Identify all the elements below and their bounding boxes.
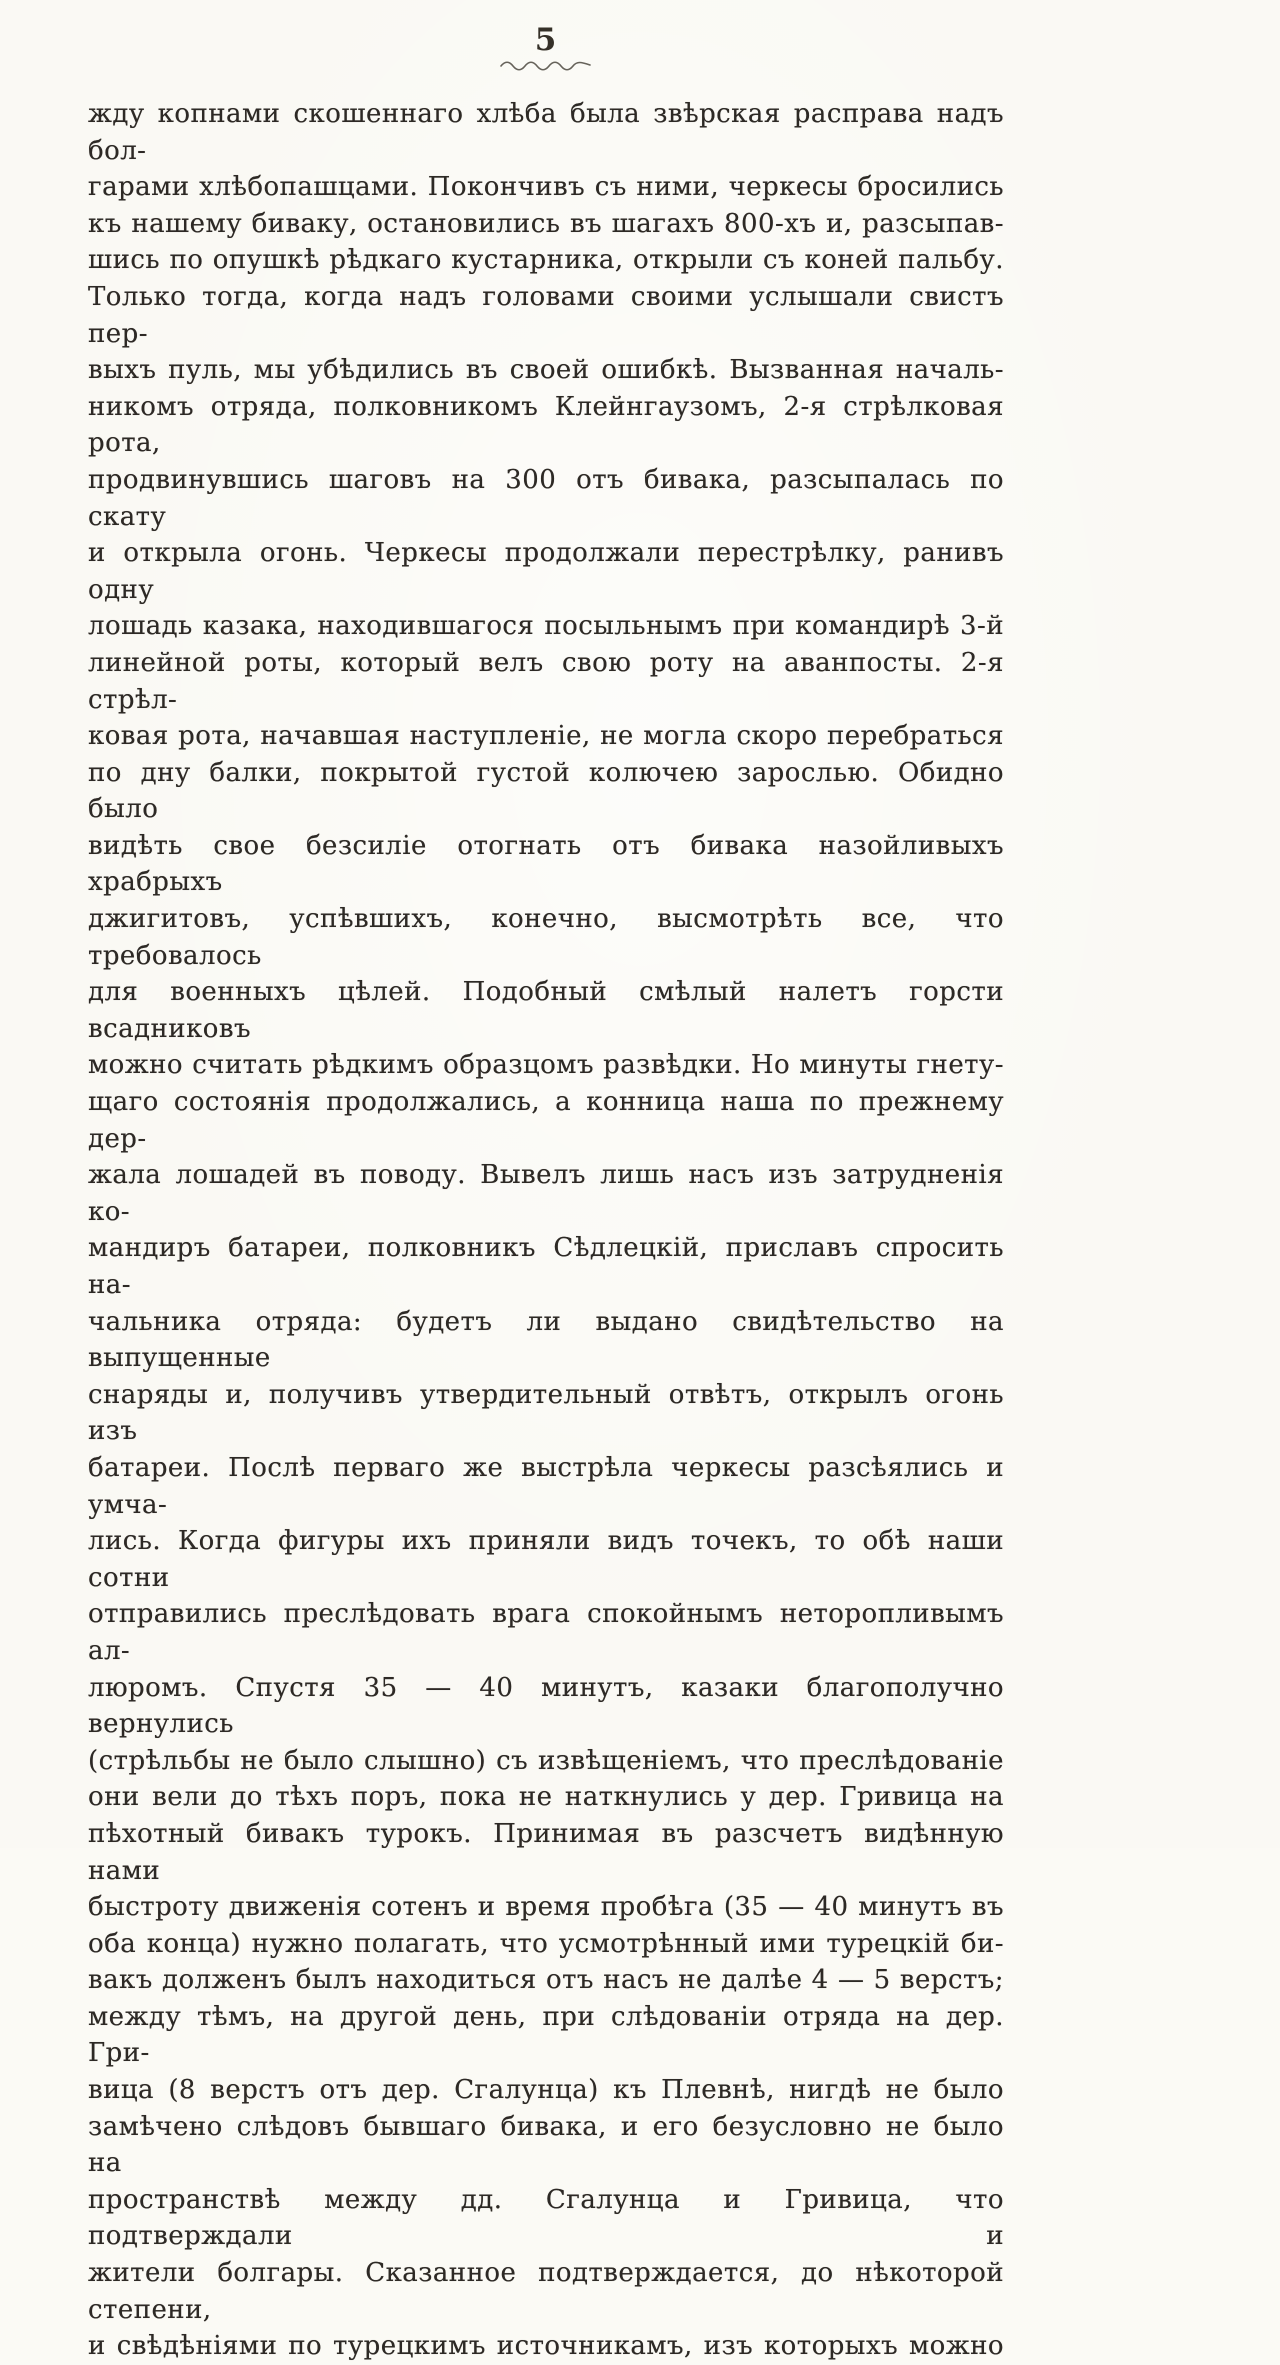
text-line: видѣть свое безсиліе отогнать отъ бивака назойливыхъ храбрыхъ bbox=[88, 830, 1004, 898]
text-line: можно считать рѣдкимъ образцомъ развѣдки. Но минуты гнету- bbox=[88, 1050, 1004, 1081]
text-line: вица (8 верстъ отъ дер. Сгалунца) къ Плевнѣ, нигдѣ не было bbox=[88, 2075, 1004, 2106]
text-line: оба конца) нужно полагать, что усмотрѣнный ими турецкій би- bbox=[88, 1928, 1004, 1959]
text-line: продвинувшись шаговъ на 300 отъ бивака, разсыпалась по скату bbox=[88, 464, 1004, 532]
text-line: они вели до тѣхъ поръ, пока не наткнулись у дер. Гривица на bbox=[88, 1782, 1004, 1813]
text-line: чальника отряда: будетъ ли выдано свидѣтельство на выпущенные bbox=[88, 1306, 1004, 1374]
text-line: лошадь казака, находившагося посыльнымъ при командирѣ 3-й bbox=[88, 611, 1004, 642]
text-line: между тѣмъ, на другой день, при слѣдованіи отряда на дер. Гри- bbox=[88, 2001, 1004, 2069]
text-line: гарами хлѣбопашцами. Покончивъ съ ними, черкесы бросились bbox=[88, 172, 1004, 203]
text-line: мандиръ батареи, полковникъ Сѣдлецкій, приславъ спросить на- bbox=[88, 1233, 1004, 1300]
text-line: выхъ пуль, мы убѣдились въ своей ошибкѣ. Вызванная началь- bbox=[88, 355, 1004, 386]
text-line: и свѣдѣніями по турецкимъ источникамъ, изъ которыхъ можно bbox=[88, 2331, 1004, 2362]
text-line: жители болгары. Сказанное подтверждается, до нѣкоторой степени, bbox=[88, 2258, 1004, 2325]
text-line: (стрѣльбы не было слышно) съ извѣщеніемъ, что преслѣдованіе bbox=[88, 1745, 1004, 1776]
text-line: люромъ. Спустя 35 — 40 минутъ, казаки благополучно вернулись bbox=[88, 1672, 1004, 1740]
text-line: пространствѣ между дд. Сгалунца и Гривица, что подтверждали и bbox=[88, 2184, 1004, 2252]
text-line: пѣхотный бивакъ турокъ. Принимая въ разсчетъ видѣнную нами bbox=[88, 1818, 1004, 1886]
text-line: для военныхъ цѣлей. Подобный смѣлый налетъ горсти всадниковъ bbox=[88, 977, 1004, 1044]
text-line: никомъ отряда, полковникомъ Клейнгаузомъ, 2-я стрѣлковая рота, bbox=[88, 391, 1004, 459]
body-text bbox=[88, 96, 1004, 2365]
page-header bbox=[88, 24, 1004, 72]
text-line: лись. Когда фигуры ихъ приняли видъ точекъ, то обѣ наши сотни bbox=[88, 1526, 1004, 1593]
text-line: и открыла огонь. Черкесы продолжали перестрѣлку, ранивъ одну bbox=[88, 538, 1004, 605]
wavy-flourish-ornament bbox=[498, 58, 594, 72]
text-line: щаго состоянія продолжались, а конница наша по прежнему дер- bbox=[88, 1087, 1004, 1154]
text-line: шись по опушкѣ рѣдкаго кустарника, открыли съ коней пальбу. bbox=[88, 245, 1004, 276]
text-line: линейной роты, который велъ свою роту на аванпосты. 2-я стрѣл- bbox=[88, 647, 1004, 715]
text-line: къ нашему биваку, остановились въ шагахъ 800-хъ и, разсыпав- bbox=[88, 208, 1004, 239]
text-line: снаряды и, получивъ утвердительный отвѣтъ, открылъ огонь изъ bbox=[88, 1379, 1004, 1447]
text-line: отправились преслѣдовать врага спокойнымъ неторопливымъ ал- bbox=[88, 1599, 1004, 1666]
text-line: по дну балки, покрытой густой колючею зарослью. Обидно было bbox=[88, 757, 1004, 825]
text-line: джигитовъ, успѣвшихъ, конечно, высмотрѣть все, что требовалось bbox=[88, 904, 1004, 971]
text-line: вакъ долженъ былъ находиться отъ насъ не далѣе 4 — 5 верстъ; bbox=[88, 1965, 1004, 1996]
text-line: батареи. Послѣ перваго же выстрѣла черкесы разсѣялись и умча- bbox=[88, 1452, 1004, 1520]
text-line: ковая рота, начавшая наступленіе, не могла скоро перебраться bbox=[88, 721, 1004, 752]
text-line: замѣчено слѣдовъ бывшаго бивака, и его безусловно не было на bbox=[88, 2111, 1004, 2179]
text-line: быстроту движенія сотенъ и время пробѣга (35 — 40 минутъ въ bbox=[88, 1892, 1004, 1923]
page-number: 5 bbox=[534, 22, 558, 58]
text-line: жду копнами скошеннаго хлѣба была звѣрская расправа надъ бол- bbox=[88, 99, 1004, 166]
text-line: Только тогда, когда надъ головами своими услышали свистъ пер- bbox=[88, 281, 1004, 349]
text-line: жала лошадей въ поводу. Вывелъ лишь насъ изъ затрудненія ко- bbox=[88, 1160, 1004, 1227]
